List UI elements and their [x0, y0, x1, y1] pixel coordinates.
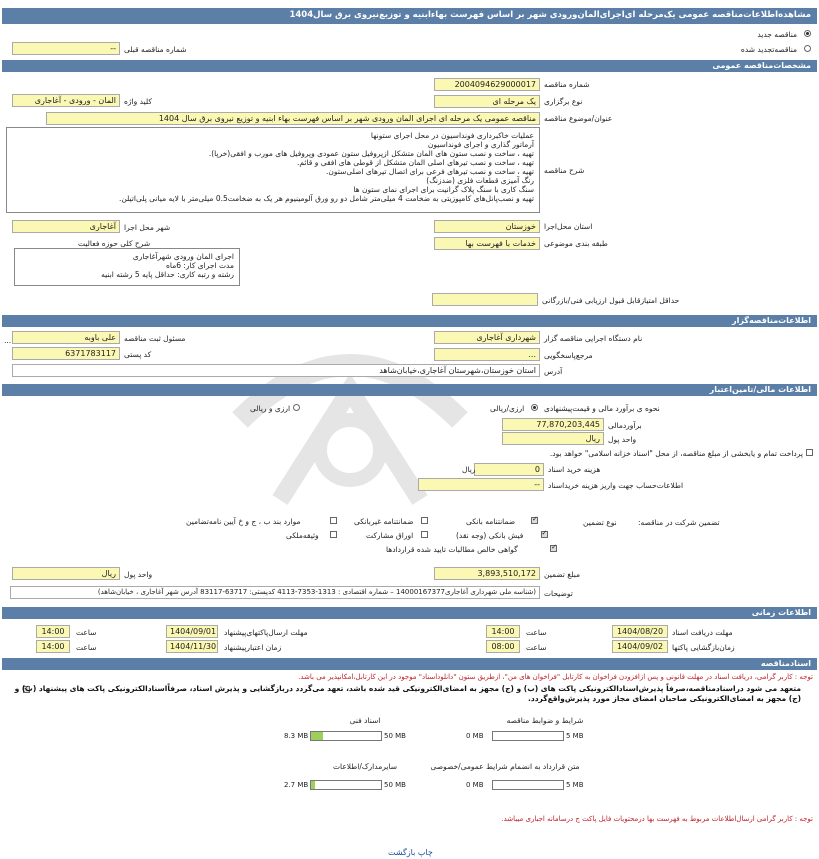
tender-number-field: 2004094629000017	[434, 78, 540, 91]
nonbank-guarantee-label: ضمانتنامه غیربانکی	[354, 517, 414, 526]
org-name-field: شهرداری آغاجاری	[434, 331, 540, 344]
tender-number-label: شماره مناقصه	[544, 80, 590, 89]
org-name-label: نام دستگاه اجرایی مناقصه گزار	[544, 334, 643, 343]
city-field: آغاجاری	[12, 220, 120, 233]
validity-time-label: ساعت	[76, 643, 97, 652]
doc-cost-unit: ریال	[462, 465, 476, 474]
min-score-field	[432, 293, 538, 306]
file-other-bar	[310, 780, 382, 790]
validity-label: زمان اعتبارپیشنهاد	[224, 643, 282, 652]
property-label: وثیقه‌ملکی	[286, 531, 319, 540]
send-offer-date-field: 1404/09/01	[166, 625, 218, 638]
file-other-fill	[311, 781, 315, 789]
cash-label: فیش بانکی (وجه نقد)	[456, 531, 524, 540]
keyword-field: المان - ورودی - آغاجاری	[12, 94, 120, 107]
description-label: شرح مناقصه	[544, 166, 585, 175]
treasury-checkbox[interactable]	[806, 449, 813, 456]
guarantee-amount-label: مبلغ تضمین	[544, 570, 581, 579]
file-other-max: 50 MB	[384, 781, 406, 789]
category-label: طبقه بندی موضوعی	[544, 239, 608, 248]
account-field: --	[418, 478, 544, 491]
guarantee-type-label: نوع تضمین	[583, 518, 617, 527]
section-time: اطلاعات زمانی	[2, 607, 817, 619]
validity-time-field: 14:00	[36, 640, 70, 653]
tender-type-label: نوع برگزاری	[544, 97, 583, 106]
activity-box: اجرای المان ورودی شهرآغاجاری مدت اجرای کار: 6ماه رشته و رتبه کاری: حداقل پایه 5 رشته ابنیه	[14, 248, 240, 286]
page-title: مشاهده‌اطلاعات‌مناقصه عمومی یک‌مرحله ای‌اجرای‌المان‌ورودی شهر بر اساس فهرست بهاءابنیه و توزیع‌نیروی برق سال1404	[2, 8, 817, 24]
account-label: اطلاعات‌حساب جهت واریز هزینه خریداسناد	[548, 481, 684, 490]
file-technical-used: 8.3 MB	[284, 732, 309, 740]
reference-extra: ...	[4, 336, 12, 345]
download-warning: توجه : کاربر گرامی، دریافت اسناد در مهلت قانونی و پس ازافزودن فراخوان به کارتابل "فراخوان های من"، ازطریق ستون "دانلوداسناد" موجود در این کارتابل،امکانپذیر می باشد.	[298, 673, 813, 681]
bonds-checkbox[interactable]	[421, 531, 428, 538]
city-label: شهر محل اجرا	[124, 223, 171, 232]
section-documents: اسنادمناقصه	[2, 658, 817, 670]
description-box: عملیات خاکبرداری فونداسیون در محل اجرای ستونها آرماتور گذاری و اجرای فونداسیون تهیه ، ساخت و نصب ستون های المان متشکل ازپروفیل ستون عمودی وپروفیل های مورب و افقی(خرپا). تهیه ، ساخت و نصب تیرهای اصلی المان متشکل از قوطی های افقی و قائم. تهیه ، ساخت و نصب تیرهای فرعی برای اتصال تیرهای اصلی‌ستون. رنگ آمیزی قطعات فلزی (ضدزنگ) سنگ کاری با سنگ پلاک گرانیت برای اجرای نمای ستون ها تهیه و نصب‌پانل‌های کامپوزیتی به ضخامت 4 میلی‌متر شامل دو رو ورق آلومینیوم هر یک به ضخامت0.5 میلی‌متر با لایه میانی پلی‌اتیلن.	[6, 127, 540, 213]
category-field: خدمات با فهرست بها	[434, 237, 540, 250]
bonds-label: اوراق مشارکت	[366, 531, 414, 540]
file-technical-fill	[311, 732, 323, 740]
receive-doc-label: مهلت دریافت اسناد	[672, 628, 733, 637]
min-score-label: حداقل امتیازقابل قبول ارزیابی فنی/بازرگانی	[542, 296, 680, 305]
currency-field: ریال	[502, 432, 604, 445]
registrar-label: مسئول ثبت مناقصه	[124, 334, 186, 343]
keyword-label: کلید واژه	[124, 97, 152, 106]
file-contract-label: متن قرارداد به انضمام شرایط عمومی/خصوصی	[430, 762, 580, 771]
receive-doc-time-label: ساعت	[526, 628, 547, 637]
activity-label: شرح کلی حوزه فعالیت	[78, 239, 151, 248]
file-contract-max: 5 MB	[566, 781, 584, 789]
estimate-method-label: نحوه ی برآورد مالی و قیمت‌پیشنهادی	[544, 404, 660, 413]
rial-option-label: ارزی/ریالی	[490, 404, 525, 413]
section-finance: اطلاعات مالی/تامین‌اعتبار	[2, 384, 817, 396]
file-technical-label: اسناد فنی	[349, 716, 381, 725]
treasury-text: پرداخت تمام و یابخشی از مبلغ مناقصه، از محل "اسناد خزانه اسلامی" خواهد بود.	[549, 449, 803, 458]
renewed-tender-radio[interactable]	[804, 45, 811, 52]
file-other-label: سایرمدارک/اطلاعات	[332, 762, 398, 771]
open-label: زمان‌بازگشایی پاکتها	[672, 643, 735, 652]
file-conditions-max: 5 MB	[566, 732, 584, 740]
address-field: استان خوزستان،شهرستان آغاجاری،خیابان‌شاهد	[12, 364, 540, 377]
bank-guarantee-label: ضمانتنامه بانکی	[466, 517, 516, 526]
new-tender-label: مناقصه جدید	[757, 30, 797, 39]
bank-guarantee-checkbox[interactable]	[531, 517, 538, 524]
renewed-tender-label: مناقصه‌تجدید شده	[740, 45, 797, 54]
doc-cost-field: 0	[474, 463, 544, 476]
claims-label: گواهی خالص مطالبات تایید شده قراردادها	[386, 545, 518, 554]
file-technical-bar	[310, 731, 382, 741]
nonbank-guarantee-checkbox[interactable]	[421, 517, 428, 524]
file-other-used: 2.7 MB	[284, 781, 309, 789]
notes-field: (شناسه ملی شهرداری آغاجاری14000167377 – شماره اقتصادی : 1313-7353-4113 کدپستی: 63717-83117 آدرس شهر آغاجاری ، خیابان‌شاهد)	[10, 586, 540, 599]
send-offer-time-label: ساعت	[76, 628, 97, 637]
estimate-amount-field: 77,870,203,445	[502, 418, 604, 431]
send-offer-label: مهلت ارسال‌پاکتهای‌پیشنهاد	[224, 628, 308, 637]
file-conditions-bar	[492, 731, 564, 741]
estimate-amount-label: برآوردمالی	[608, 421, 642, 430]
send-offer-time-field: 14:00	[36, 625, 70, 638]
receive-doc-time-field: 14:00	[486, 625, 520, 638]
claims-checkbox[interactable]	[550, 545, 557, 552]
receive-doc-date-field: 1404/08/20	[612, 625, 668, 638]
postal-code-label: کد پستی	[124, 350, 152, 359]
province-label: استان محل‌اجرا	[544, 222, 593, 231]
file-technical-max: 50 MB	[384, 732, 406, 740]
validity-date-field: 1404/11/30	[166, 640, 218, 653]
new-tender-radio[interactable]	[804, 30, 811, 37]
print-back-link[interactable]: چاپ بازگشت	[388, 848, 433, 857]
registrar-field: علی باوبه	[12, 331, 120, 344]
file-conditions-used: 0 MB	[466, 732, 484, 740]
postal-code-field: 6371783117	[12, 347, 120, 360]
guarantee-currency-label: واحد پول	[124, 570, 153, 579]
currency-label: واحد پول	[608, 435, 637, 444]
file-contract-bar	[492, 780, 564, 790]
guarantee-amount-field: 3,893,510,172	[434, 567, 540, 580]
guarantee-label: تضمین شرکت در مناقصه:	[638, 518, 720, 527]
subject-label: عنوان/موضوع مناقصه	[544, 114, 613, 123]
footer-note: توجه : کاربر گرامی ارسال‌اطلاعات مربوط به فهرست بها درمحتویات فایل پاکت ج درسامانه اجباری میباشد.	[501, 815, 813, 823]
file-conditions-label: شرایط و ضوابط مناقصه	[506, 716, 584, 725]
property-checkbox[interactable]	[330, 531, 337, 538]
open-time-label: ساعت	[526, 643, 547, 652]
commitment-text: متعهد می شود دراسنادمناقصه،صرفاً پذیرش‌اسنادالکترونیکی پاکت های (ب) و (ج) مجهز به امضای‌الکترونیکی قید شده باشد، تعهد می‌گردد دربازگشایی و پذیرش اسناد، صرفاًاسنادالکترونیکی پاکت های پیشنهاد (ب) و (ج) مجهز به امضای‌الکترونیکی صاحبان امضای مجاز مورد پذیرش‌واقع‌گردد.	[14, 684, 801, 703]
open-time-field: 08:00	[486, 640, 520, 653]
reference-field: ...	[434, 348, 540, 361]
tender-type-field: یک مرحله ای	[434, 95, 540, 108]
article-b-label: موارد بند ب ، ج و خ آیین نامه‌تضامین	[186, 517, 301, 526]
doc-cost-label: هزینه خرید اسناد	[548, 465, 601, 474]
file-contract-used: 0 MB	[466, 781, 484, 789]
notes-label: توضیحات	[544, 589, 573, 598]
prev-number-label: شماره مناقصه قبلی	[124, 45, 187, 54]
rial-only-option-label: ارزی و ریالی	[250, 404, 291, 413]
cash-checkbox[interactable]	[541, 531, 548, 538]
address-label: آدرس	[544, 367, 563, 376]
province-field: خوزستان	[434, 220, 540, 233]
subject-field: مناقصه عمومی یک مرحله ای اجرای المان ورودی شهر بر اساس فهرست بهاء ابنیه و توزیع نیروی برق سال 1404	[46, 112, 540, 125]
rial-option-radio[interactable]	[531, 404, 538, 411]
guarantee-currency-field: ریال	[12, 567, 120, 580]
section-general: مشخصات‌مناقصه عمومی	[2, 60, 817, 72]
prev-number-field[interactable]: --	[12, 42, 120, 55]
reference-label: مرجع‌پاسخگویی	[544, 351, 593, 360]
article-b-checkbox[interactable]	[330, 517, 337, 524]
section-organizer: اطلاعات‌مناقصه‌گزار	[2, 315, 817, 327]
rial-only-option-radio[interactable]	[293, 404, 300, 411]
open-date-field: 1404/09/02	[612, 640, 668, 653]
